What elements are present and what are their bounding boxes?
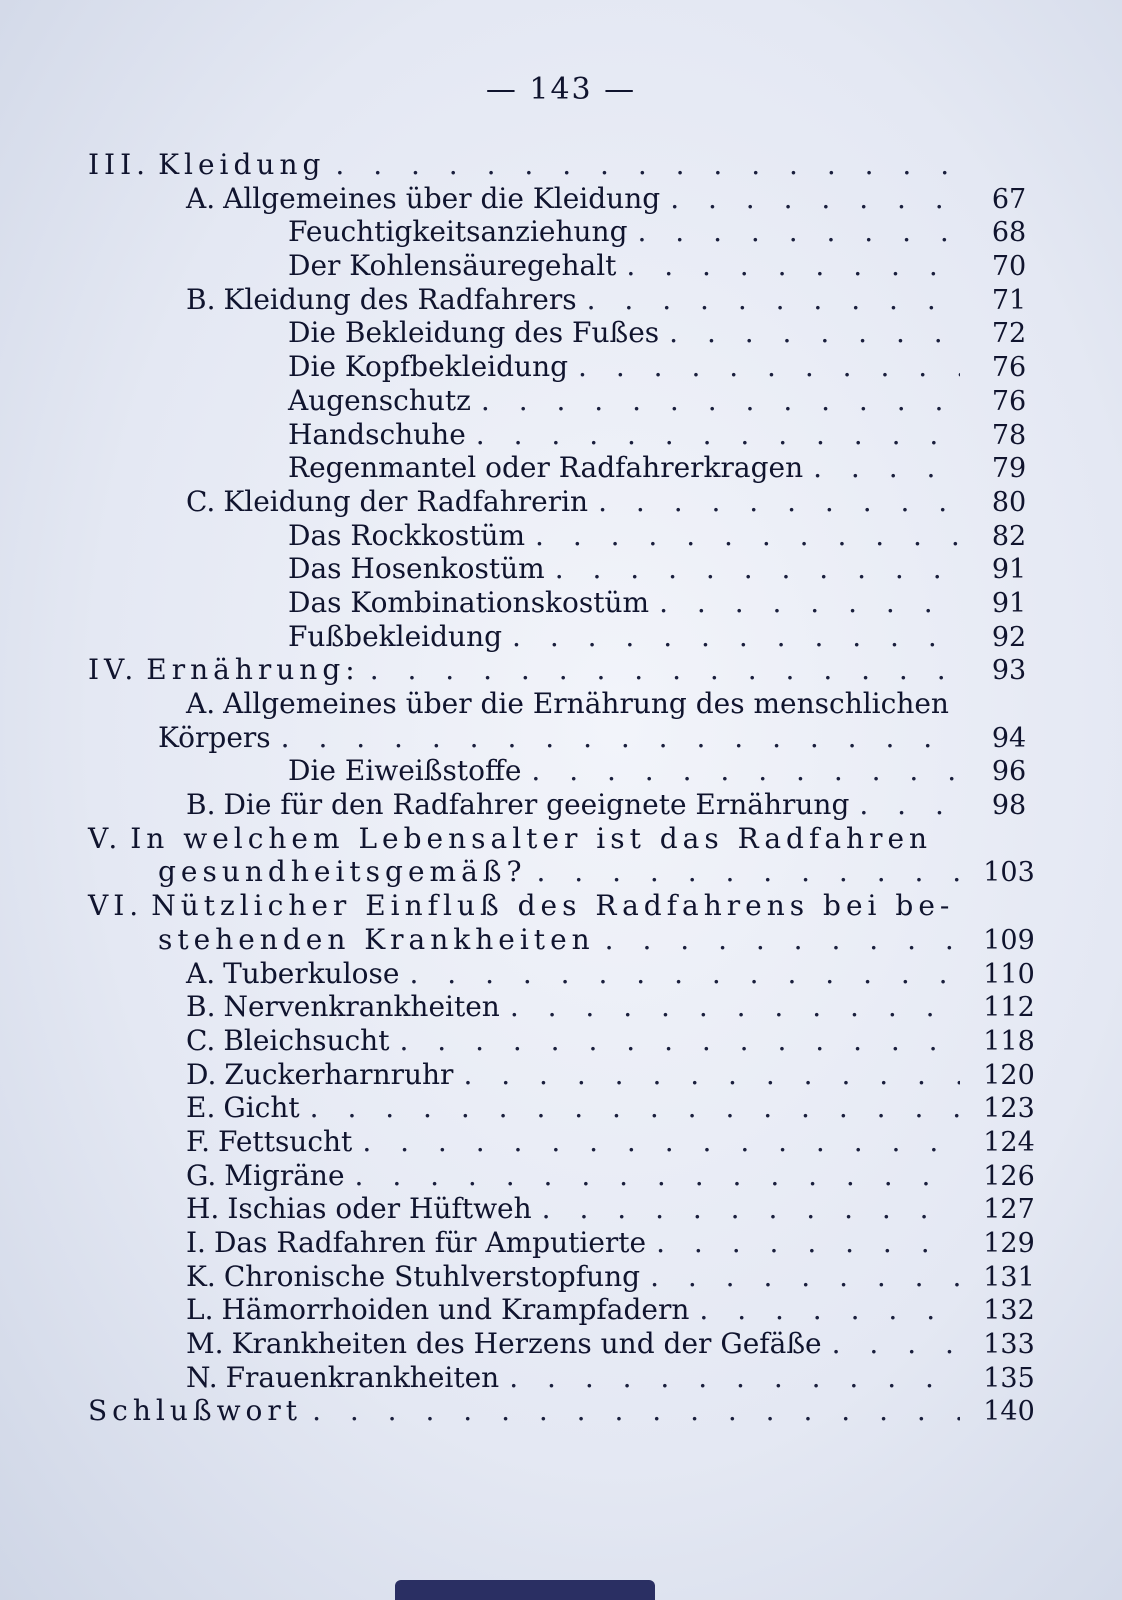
toc-entry-number: M. [186, 1327, 224, 1361]
toc-entry-title-group [288, 552, 545, 586]
toc-entry-title: Körpers [158, 720, 271, 754]
toc-entry-number: K. [186, 1259, 216, 1293]
toc-entry-number: G. [186, 1158, 217, 1192]
toc-entry [88, 586, 1048, 620]
toc-entry-title-group [88, 653, 360, 687]
toc-entry-title-group [288, 384, 471, 418]
toc-entry-number: D. [186, 1057, 217, 1091]
toc-entry [88, 1327, 1048, 1361]
toc-entry [88, 1361, 1048, 1395]
toc-entry-number: IV. [88, 653, 139, 687]
toc-entry-title-group [186, 687, 949, 721]
toc-entry-number: A. [186, 181, 216, 215]
toc-entry-page: 133 [983, 1329, 1035, 1361]
leader-dots [542, 1192, 960, 1226]
toc-entry-title: stehenden Krankheiten [158, 922, 595, 956]
toc-entry-number: F. [186, 1124, 210, 1158]
toc-entry-page: 98 [991, 790, 1027, 822]
toc-entry-title-group [186, 1327, 822, 1361]
toc-entry-page: 78 [991, 419, 1027, 451]
toc-entry-title: In welchem Lebensalter ist das Radfahren [130, 821, 933, 855]
leader-dots [370, 653, 960, 687]
toc-entry-title-group [288, 418, 466, 452]
toc-entry [88, 350, 1048, 384]
toc-entry-title-group [186, 1091, 300, 1125]
toc-entry [88, 418, 1048, 452]
toc-entry-number: E. [186, 1091, 216, 1125]
leader-dots [509, 1361, 960, 1395]
toc-entry-page: 91 [991, 587, 1027, 619]
toc-entry-page: 109 [983, 924, 1035, 956]
toc-entry-title-group [186, 788, 849, 822]
toc-entry [88, 687, 1048, 721]
leader-dots [535, 519, 960, 553]
toc-entry-page: 140 [983, 1396, 1035, 1428]
toc-entry-number: A. [186, 687, 216, 720]
toc-entry-title-group [88, 148, 325, 182]
toc-entry-title-group [186, 990, 500, 1024]
toc-entry [88, 148, 1048, 182]
leader-dots [281, 721, 960, 755]
toc-entry-title: Das Rockkostüm [288, 518, 526, 552]
toc-entry [88, 249, 1048, 283]
toc-entry-title-group [186, 1260, 640, 1294]
page-number-header: — 143 — [485, 72, 637, 107]
toc-entry-title-group [88, 822, 932, 856]
toc-entry [88, 822, 1048, 856]
toc-entry [88, 990, 1048, 1024]
toc-entry-page: 76 [991, 352, 1027, 384]
toc-entry [88, 451, 1048, 485]
toc-entry [88, 754, 1048, 788]
toc-entry-title-group [186, 182, 660, 216]
toc-entry [88, 957, 1048, 991]
toc-entry-page: 79 [991, 453, 1027, 485]
toc-entry [88, 182, 1048, 216]
toc-entry-number: VI. [88, 889, 144, 923]
toc-entry [88, 552, 1048, 586]
leader-dots [310, 1091, 960, 1125]
toc-entry-title: Das Hosenkostüm [288, 552, 545, 586]
toc-entry-page: 127 [983, 1194, 1035, 1226]
leader-dots [335, 148, 960, 182]
toc-entry-page: 131 [983, 1261, 1035, 1293]
toc-entry-page: 91 [991, 554, 1027, 586]
toc-entry-page: 126 [983, 1160, 1035, 1192]
toc-entry-page: 120 [983, 1059, 1035, 1091]
toc-entry-page: 94 [991, 722, 1027, 754]
toc-entry-title: Fußbekleidung [288, 619, 503, 653]
toc-entry-title-group [288, 620, 502, 654]
toc-entry-page: 76 [991, 385, 1027, 417]
toc-entry-number: C. [186, 1023, 216, 1057]
toc-entry-title: Die für den Radfahrer geeignete Ernährung [223, 788, 850, 822]
leader-dots [463, 1058, 960, 1092]
toc-entry [88, 283, 1048, 317]
toc-entry-page: 135 [983, 1362, 1035, 1394]
toc-entry-page: 82 [991, 520, 1027, 552]
toc-entry-number: V. [88, 821, 123, 855]
toc-entry [88, 1394, 1048, 1428]
toc-entry-page: 112 [983, 992, 1035, 1024]
leader-dots [578, 350, 960, 384]
toc-entry-page: 129 [983, 1228, 1035, 1259]
toc-entry-page: 103 [983, 857, 1035, 889]
toc-entry-title: gesundheitsgemäß? [158, 855, 527, 889]
toc-entry-title: Ernährung: [146, 653, 360, 687]
toc-entry-title: Regenmantel oder Radfahrerkragen [288, 451, 804, 485]
toc-entry [88, 1091, 1048, 1125]
leader-dots [355, 1159, 960, 1193]
toc-entry-title-group [88, 889, 954, 923]
toc-entry-title-group [158, 855, 527, 889]
toc-entry-page: 132 [983, 1295, 1035, 1327]
toc-entry-title: Chronische Stuhlverstopfung [223, 1259, 641, 1293]
leader-dots [669, 316, 960, 350]
toc-entry-title: Kleidung des Radfahrers [223, 282, 577, 316]
toc-entry-title: Das Kombinationskostüm [288, 585, 650, 619]
toc-entry [88, 485, 1048, 519]
toc-entry-title-group [186, 957, 399, 991]
toc-entry-number: L. [186, 1293, 214, 1327]
toc-entry [88, 620, 1048, 654]
toc-entry-number: A. [186, 956, 216, 990]
toc-entry [88, 923, 1048, 957]
toc-entry-title: Kleidung [158, 148, 326, 181]
toc-entry-title-group [186, 1226, 646, 1260]
toc-entry-title-group [186, 1058, 453, 1092]
toc-entry-title: Nützlicher Einfluß des Radfahrens bei be- [151, 889, 955, 923]
toc-entry [88, 316, 1048, 350]
toc-entry [88, 1125, 1048, 1159]
toc-entry-title: Allgemeines über die Ernährung des menschlichen [223, 687, 949, 720]
leader-dots [312, 1394, 960, 1428]
toc-entry-title-group [186, 1192, 532, 1226]
toc-entry-title-group [186, 485, 588, 519]
toc-entry-title: Das Radfahren für Amputierte [213, 1226, 647, 1259]
toc-entry-title: Allgemeines über die Kleidung [223, 181, 661, 215]
toc-entry-title: Nervenkrankheiten [223, 990, 500, 1024]
toc-entry-title-group [288, 451, 803, 485]
toc-entry-title: Zuckerharnruhr [224, 1057, 454, 1091]
toc-entry-title: Tuberkulose [223, 956, 400, 990]
toc-entry [88, 1260, 1048, 1294]
toc-entry-page: 110 [983, 958, 1035, 990]
leader-dots [626, 249, 960, 283]
leader-dots [555, 552, 960, 586]
leader-dots [650, 1260, 960, 1294]
toc-entry-number: B. [186, 788, 216, 822]
toc-entry-page: 71 [991, 284, 1027, 316]
toc-entry [88, 384, 1048, 418]
toc-entry-title: Die Kopfbekleidung [288, 350, 569, 384]
toc-entry-number: C. [186, 484, 216, 518]
leader-dots [362, 1125, 960, 1159]
toc-entry [88, 1024, 1048, 1058]
table-of-contents [88, 148, 1048, 1428]
toc-entry-title-group [186, 283, 577, 317]
toc-entry-page: 123 [983, 1093, 1035, 1125]
toc-entry-title-group [288, 249, 616, 283]
toc-entry-title: Fettsucht [217, 1124, 353, 1158]
toc-entry-title-group [186, 1159, 345, 1193]
toc-entry-page: 80 [991, 486, 1027, 518]
toc-entry-title-group [288, 519, 525, 553]
toc-entry-page: 68 [991, 217, 1027, 249]
toc-entry-page: 67 [991, 183, 1027, 215]
toc-entry [88, 1293, 1048, 1327]
toc-entry-title-group [288, 316, 659, 350]
toc-entry [88, 721, 1048, 755]
toc-entry-page: 92 [991, 621, 1027, 653]
toc-entry-page: 118 [983, 1025, 1035, 1057]
leader-dots [605, 923, 960, 957]
toc-entry-title: Bleichsucht [223, 1023, 390, 1057]
toc-entry-number: I. [186, 1226, 206, 1259]
leader-dots [481, 384, 960, 418]
toc-entry-number: N. [186, 1360, 218, 1394]
toc-entry-title-group [158, 721, 271, 755]
toc-entry-title: Feuchtigkeitsanziehung [288, 215, 628, 249]
toc-entry-title: Augenschutz [288, 383, 471, 417]
toc-entry-title-group [288, 586, 649, 620]
leader-dots [699, 1293, 960, 1327]
toc-entry-title-group [186, 1361, 499, 1395]
toc-entry [88, 215, 1048, 249]
toc-entry-number: III. [88, 148, 151, 181]
leader-dots [587, 283, 960, 317]
leader-dots [512, 620, 960, 654]
toc-entry-number: H. [186, 1192, 220, 1226]
toc-entry-title-group [158, 923, 595, 957]
toc-entry-title-group [186, 1125, 352, 1159]
leader-dots [598, 485, 960, 519]
leader-dots [399, 1024, 960, 1058]
toc-entry-title: Die Bekleidung des Fußes [288, 316, 660, 350]
leader-dots [638, 215, 961, 249]
toc-entry-title: Handschuhe [288, 417, 466, 451]
toc-entry-title: Frauenkrankheiten [225, 1360, 500, 1394]
toc-entry-page: 96 [991, 756, 1027, 788]
leader-dots [531, 754, 960, 788]
toc-entry [88, 1192, 1048, 1226]
leader-dots [656, 1226, 960, 1260]
toc-entry-title: Ischias oder Hüftweh [227, 1192, 532, 1226]
leader-dots [659, 586, 960, 620]
toc-entry-title: Schlußwort [88, 1394, 303, 1428]
toc-entry-title-group [288, 350, 568, 384]
toc-entry-title-group [288, 754, 521, 788]
toc-entry-page: 70 [991, 251, 1027, 283]
leader-dots [476, 418, 960, 452]
toc-entry-title-group [88, 1394, 302, 1428]
toc-entry-title: Der Kohlensäuregehalt [288, 249, 617, 283]
toc-entry-title: Hämorrhoiden und Krampfadern [221, 1293, 690, 1327]
toc-entry-title-group [288, 215, 628, 249]
toc-entry-number: B. [186, 282, 216, 316]
leader-dots [510, 990, 960, 1024]
leader-dots [832, 1327, 960, 1361]
toc-entry-title: Kleidung der Radfahrerin [223, 484, 589, 518]
toc-entry-page: 93 [991, 655, 1027, 687]
toc-entry-page: 124 [983, 1126, 1035, 1158]
leader-dots [859, 788, 960, 822]
toc-entry-page: 72 [991, 318, 1027, 350]
toc-entry-title: Die Eiweißstoffe [288, 754, 522, 788]
bottom-decoration [395, 1580, 655, 1600]
leader-dots [813, 451, 960, 485]
toc-entry [88, 653, 1048, 687]
toc-entry [88, 519, 1048, 553]
toc-entry [88, 855, 1048, 889]
leader-dots [409, 957, 960, 991]
leader-dots [537, 855, 961, 889]
toc-entry [88, 1159, 1048, 1193]
toc-entry-title: Gicht [223, 1091, 300, 1125]
toc-entry [88, 1226, 1048, 1260]
leader-dots [670, 182, 960, 216]
toc-entry [88, 889, 1048, 923]
toc-entry-title: Krankheiten des Herzens und der Gefäße [231, 1327, 822, 1361]
toc-entry-title-group [186, 1024, 389, 1058]
toc-entry-title: Migräne [224, 1158, 345, 1192]
toc-entry [88, 788, 1048, 822]
toc-entry [88, 1058, 1048, 1092]
toc-entry-title-group [186, 1293, 689, 1327]
toc-entry-number: B. [186, 990, 216, 1024]
